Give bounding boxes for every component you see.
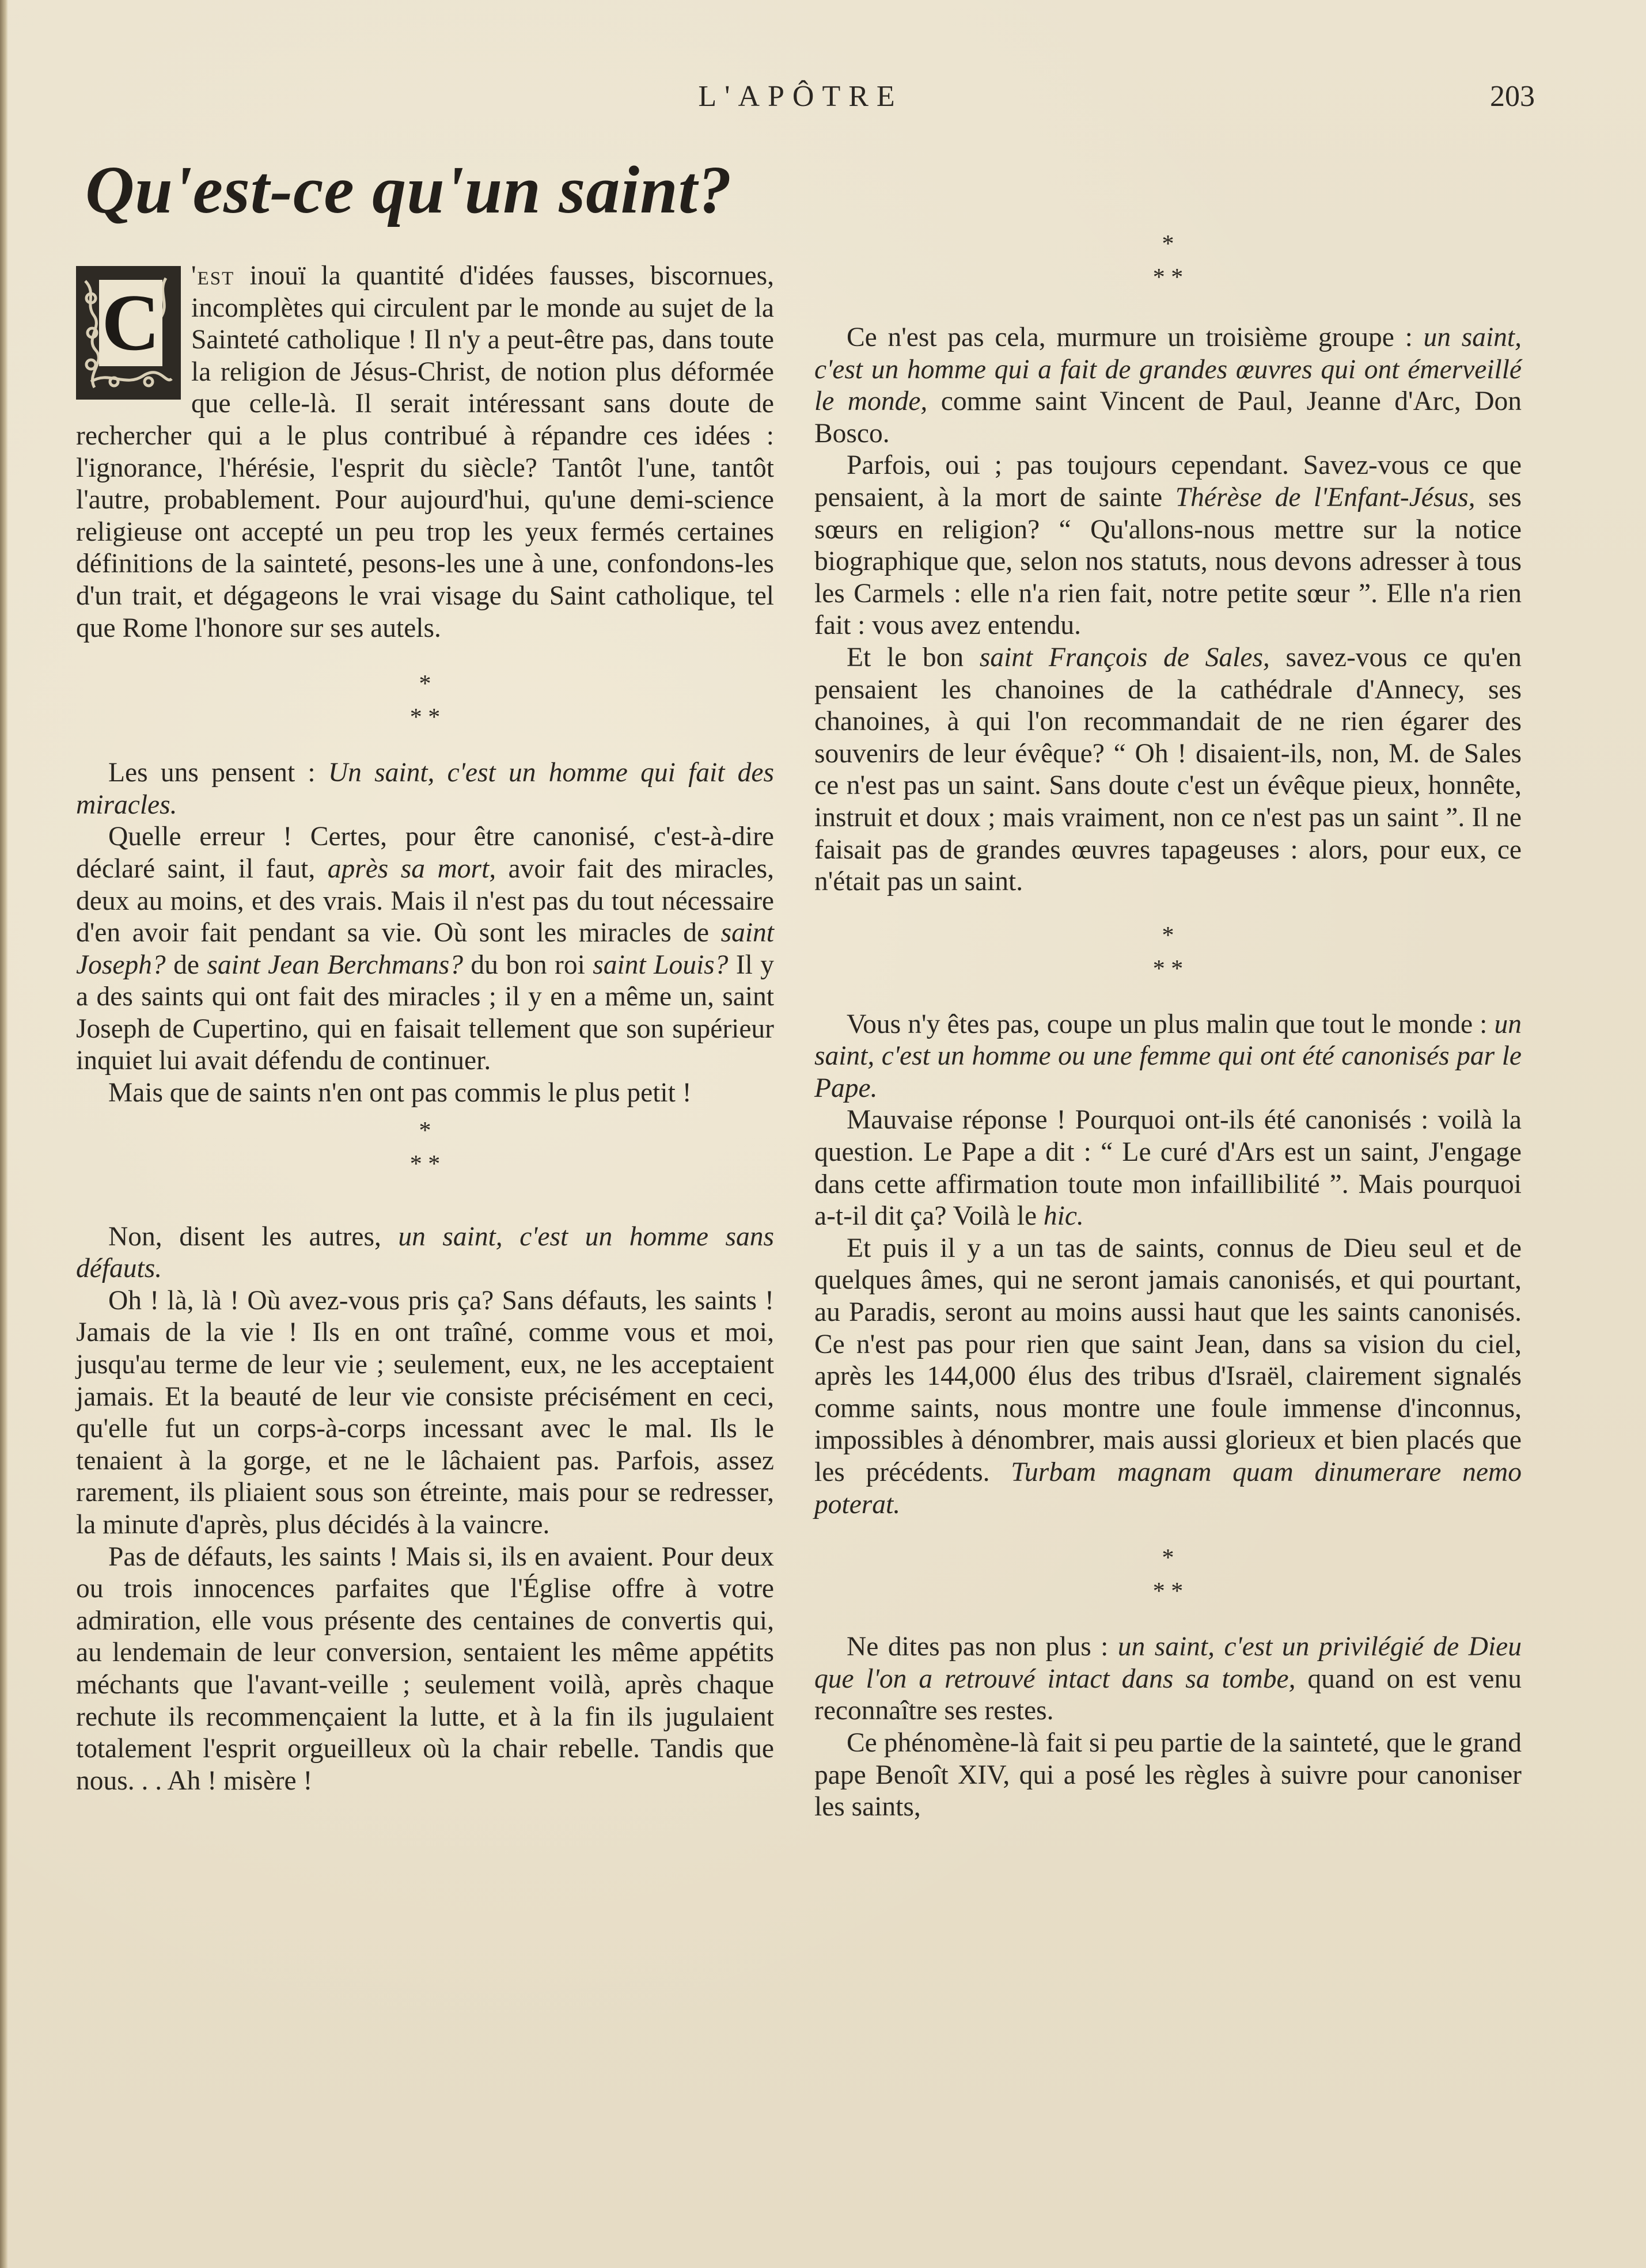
- s5-p1: [814, 1631, 1522, 1727]
- intro-paragraph: [76, 260, 774, 644]
- s5-p2: Ce phénomène-là fait si peu partie de la sainteté, que le grand pape Benoît XIV, qui a posé les règles à suivre pour canoniser les saints,: [814, 1727, 1522, 1822]
- s3-p1-text-a: Ce n'est pas cela, murmure un troisième groupe :: [847, 322, 1424, 352]
- s4-p1-italic: un saint, c'est un homme ou une femme qui ont été canonisés par le Pape.: [814, 1009, 1522, 1103]
- s5-p1-text-a: Ne dites pas non plus :: [847, 1632, 1118, 1662]
- s4-p3: [814, 1233, 1522, 1521]
- separator-stars: * *: [1152, 955, 1184, 982]
- s3-p1-italic: un saint, c'est un homme qui a fait de grandes œuvres qui ont émerveillé le monde,: [814, 322, 1522, 417]
- s4-p2-text: Mauvaise réponse ! Pourquoi ont-ils été canonisés : voilà la question. Le Pape a dit : “ Le curé d'Ars est un saint, J'engage dans cette affirmation toute mon infaillibilité ”. Mais pourquoi a-t-il dit ça? Voilà le: [814, 1105, 1522, 1232]
- s3-p3-italic: saint François de Sales,: [979, 642, 1270, 673]
- s1-p1-text: Les uns pensent :: [108, 758, 328, 788]
- intro-body: inouï la quantité d'idées fausses, biscornues, incomplètes qui circulent par le monde au sujet de la Sainteté catholique ! Il n'y a peut-être pas, dans toute la religion de Jésus-Christ, de notion plus déformée que celle-là. Il serait intéressant sans doute de rechercher qui a le plus contribué à répandre ces idées : l'ignorance, l'hérésie, l'esprit du siècle? Tantôt l'une, tantôt l'autre, probablement. Pour aujourd'hui, qu'une demi-science religieuse ont accepté un peu trop les yeux fermés certaines définitions de la sainteté, pesons-les une à une, confondons-les d'un trait, et dégageons le vrai visage du Saint catholique, tel que Rome l'honore sur ses autels.: [76, 261, 774, 643]
- s4-p1: [814, 1009, 1522, 1105]
- s2-p3: Pas de défauts, les saints ! Mais si, ils en avaient. Pour deux ou trois innocences parfaites que l'Église offre à votre admiration, elle vous présente des centaines de convertis qui, au lendemain de leur conversion, sentaient les même appétits méchants que l'avant-veille ; seulement voilà, après chaque rechute ils recommençaient la lutte, et à la fin ils jugulaient totalement l'esprit orgueilleux où la chair rebelle. Tandis que nous. . . Ah ! misère !: [76, 1541, 774, 1796]
- s3-p1-text-b: comme saint Vincent de Paul, Jeanne d'Arc, Don Bosco.: [814, 386, 1522, 449]
- s4-p3-text: Et puis il y a un tas de saints, connus de Dieu seul et de quelques âmes, qui ne seront jamais canonisés, et qui pourtant, au Paradis, seront au moins aussi haut que les saints canonisés. Ce n'est pas pour rien que saint Jean, dans sa vision du ciel, après les 144,000 élus des tribus d'Israël, clairement signalés comme saints, nous montre une foule immense d'inconnus, impossibles à dénombrer, mais aussi glorieux et bien placés que les précédents.: [814, 1233, 1522, 1487]
- s3-p2-text-b: ses sœurs en religion? “ Qu'allons-nous mettre sur la notice biographique que, selon nos statuts, nous devons adresser à tous les Carmels : elle n'a rien fait, notre petite sœur ”. Elle n'a rien fait : vous avez entendu.: [814, 482, 1522, 641]
- s1-p2-italic-4: saint Louis?: [593, 949, 729, 980]
- s3-p2: [814, 450, 1522, 642]
- article-title: Qu'est-ce qu'un saint?: [85, 152, 733, 227]
- s1-p2-italic-1: après sa mort,: [327, 853, 496, 884]
- dropcap-letter: C: [99, 280, 162, 366]
- s3-p3-text-b: savez-vous ce qu'en pensaient les chanoines de la cathédrale d'Annecy, ses chanoines, à qui l'on recommandait de ne rien égarer des souvenirs de leur évêque? “ Oh ! disaient-ils, non, M. de Sales ce n'est pas un saint. Sans doute c'est un évêque pieux, honnête, instruit et doux ; mais vraiment, non ce n'est pas un saint ”. Il ne faisait pas de grandes œuvres tapageuses : alors, pour eux, ce n'était pas un saint.: [814, 642, 1522, 897]
- separator-stars: * *: [409, 704, 441, 731]
- separator-star: *: [419, 671, 431, 698]
- running-title: L'APÔTRE: [698, 80, 903, 113]
- s4-p3-latin: Turbam magnam quam dinumerare nemo poterat.: [814, 1457, 1522, 1519]
- s2-p1: [76, 1221, 774, 1285]
- ornamental-dropcap: [76, 266, 181, 400]
- separator-star: *: [1162, 922, 1174, 949]
- s4-p1-text: Vous n'y êtes pas, coupe un plus malin que tout le monde :: [847, 1009, 1495, 1039]
- page-binding-edge: [0, 0, 8, 2268]
- section-separator: [76, 667, 774, 734]
- s1-p2-text-b: avoir fait des miracles, deux au moins, et des vrais. Mais il n'est pas du tout nécessaire d'en avoir fait pendant sa vie. Où sont les miracles de: [76, 853, 774, 948]
- s5-p1-italic: un saint, c'est un privilégié de Dieu que l'on a retrouvé intact dans sa tombe,: [814, 1632, 1522, 1694]
- separator-stars: * *: [1152, 264, 1184, 291]
- s1-p2-italic-2: saint Joseph?: [76, 918, 774, 980]
- s1-p2-text-a: Quelle erreur ! Certes, pour être canonisé, c'est-à-dire déclaré saint, il faut,: [76, 822, 774, 884]
- section-separator: [814, 919, 1522, 986]
- separator-star: *: [1162, 231, 1174, 257]
- separator-stars: * *: [1152, 1578, 1184, 1605]
- s1-p1-italic: Un saint, c'est un homme qui fait des miracles.: [76, 758, 774, 820]
- s1-p2-text-e: Il y a des saints qui ont fait des miracles ; il y en a même un, saint Joseph de Cupertino, qui en faisait tellement que son supérieur inquiet lui avait défendu de continuer.: [76, 949, 775, 1076]
- separator-star: *: [1162, 1545, 1174, 1572]
- page-number: 203: [1490, 80, 1535, 113]
- right-column: [814, 147, 1522, 1823]
- s2-p2: Oh ! là, là ! Où avez-vous pris ça? Sans défauts, les saints ! Jamais de la vie ! Ils en ont traîné, comme vous et moi, jusqu'au terme de leur vie ; seulement, eux, ne les acceptaient jamais. Et la beauté de leur vie consiste précisément en ceci, qu'elle fut un corps-à-corps incessant avec le mal. Ils le tenaient à la gorge, et ne le lâchaient pas. Parfois, assez rarement, ils pliaient sous son étreinte, mais pour se redresser, la minute d'après, plus décidés à la vaincre.: [76, 1285, 774, 1540]
- separator-star: *: [419, 1117, 431, 1144]
- left-column: [76, 260, 774, 1797]
- s3-p3-text-a: Et le bon: [847, 642, 980, 673]
- s1-p3: Mais que de saints n'en ont pas commis le plus petit !: [108, 1078, 692, 1108]
- s1-p2-text-d: du bon roi: [462, 949, 593, 980]
- separator-stars: * *: [409, 1150, 441, 1177]
- s1-p2: [76, 821, 774, 1077]
- s3-p3: [814, 642, 1522, 898]
- s3-p1: [814, 322, 1522, 450]
- s3-p2-text-a: Parfois, oui ; pas toujours cependant. Savez-vous ce que pensaient, à la mort de sainte: [814, 450, 1522, 512]
- s4-p2-italic: hic.: [1043, 1201, 1084, 1232]
- section-separator: [814, 1541, 1522, 1608]
- s2-p1-italic: un saint, c'est un homme sans défauts.: [76, 1221, 775, 1284]
- s2-p1-text: Non, disent les autres,: [108, 1221, 399, 1252]
- s1-p2-italic-3: saint Jean Berchmans?: [207, 949, 463, 980]
- intro-smallcaps: 'est: [191, 261, 235, 291]
- section-separator: [814, 227, 1522, 294]
- s4-p2: [814, 1104, 1522, 1232]
- s1-p2-text-c: de: [165, 949, 207, 980]
- s3-p2-italic: Thérèse de l'Enfant-Jésus,: [1175, 482, 1476, 512]
- section-separator: [76, 1114, 774, 1181]
- s1-p1: [76, 757, 774, 821]
- s5-p1-text-b: quand on est venu reconnaître ses restes.: [814, 1663, 1522, 1726]
